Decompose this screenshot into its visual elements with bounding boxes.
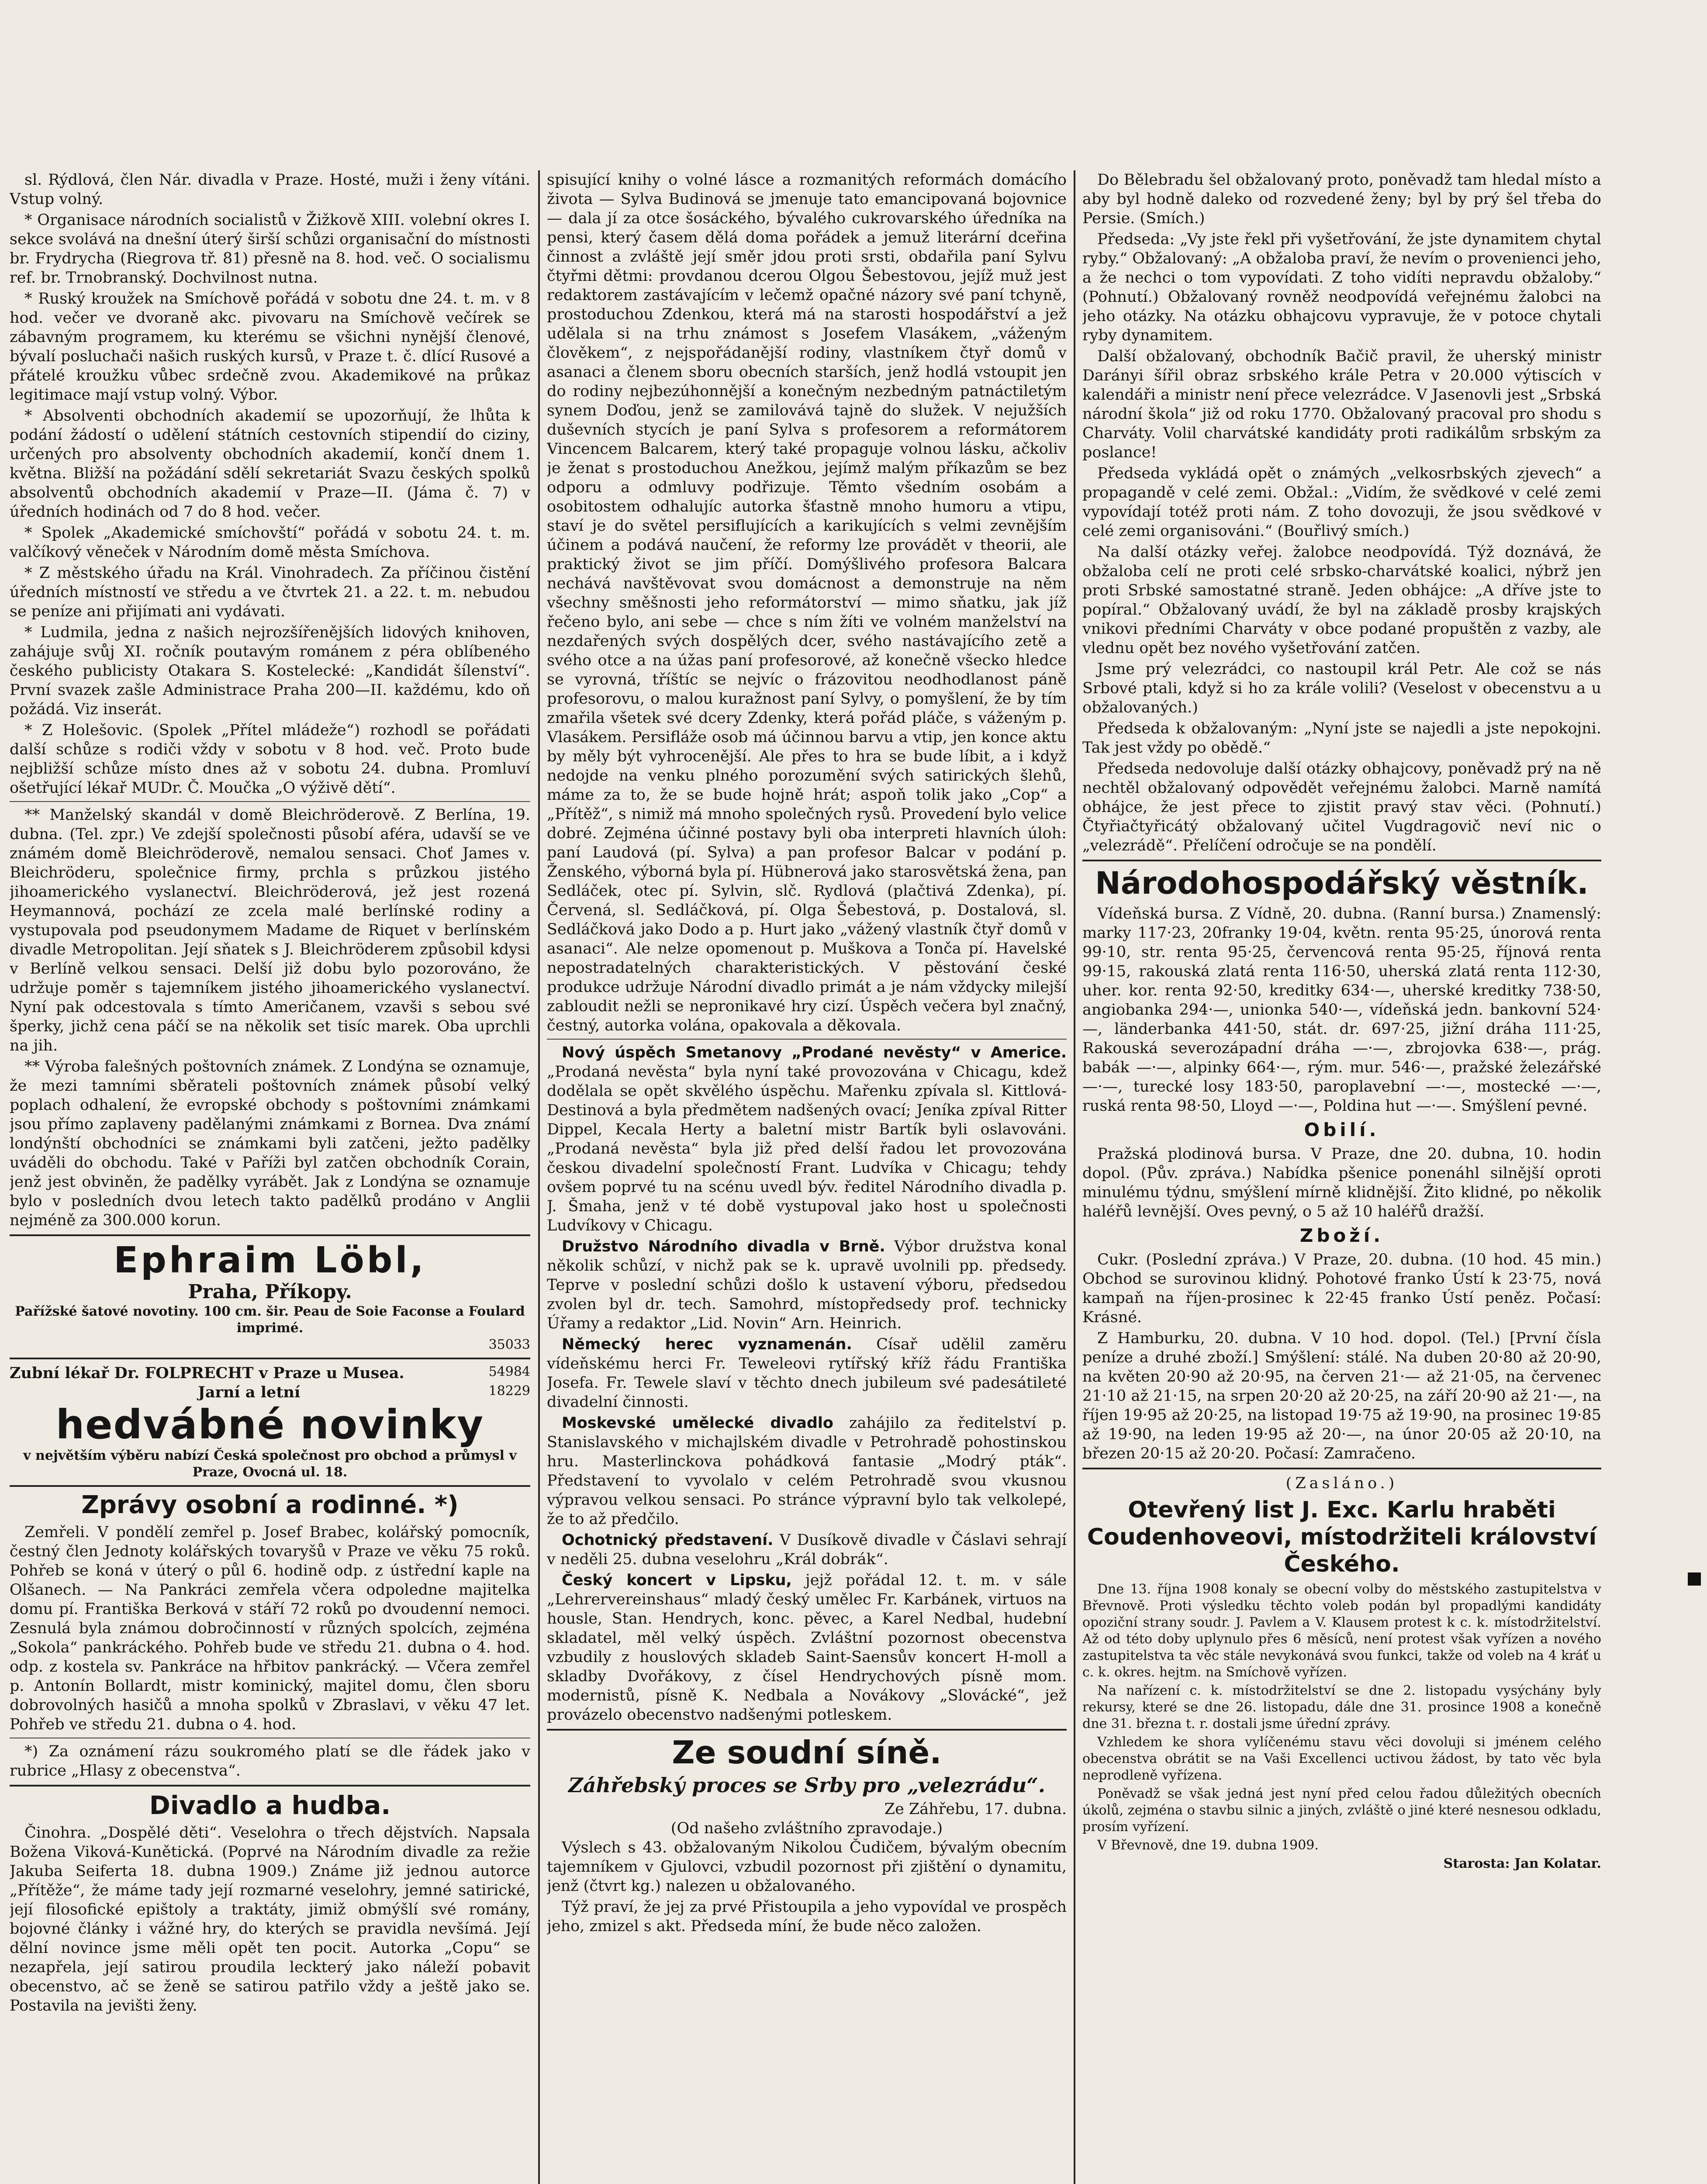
open-letter-signature: Starosta: Jan Kolatar. <box>1443 1856 1601 1871</box>
column-divider <box>538 170 540 2184</box>
divider <box>1082 1468 1601 1469</box>
court-paragraph: Týž praví, že jej za prvé Přistoupila a jeho vypovídal ve prospěch jeho, zmizel s akt. Předseda míní, že bude něco založen. <box>547 1898 1067 1935</box>
culture-news-text: zahájilo za ředitelství p. Stanislavského v michajlském divadle v Petrohradě pohostinskou hru. Masterlinckova pohádková fantasie „Modrý pták“. Představení to vyvolalo v celém Petrohradě svou vkusnou výpravou velkou sensaci. Po stránce výpravní bylo tak velkolepé, že to až předčilo. <box>547 1414 1067 1528</box>
culture-news-item <box>547 1531 1067 1569</box>
divider <box>10 801 530 802</box>
notice-paragraph: * Spolek „Akademické smíchovští“ pořádá v sobotu 24. t. m. valčíkový věneček v Národním domě města Smíchova. <box>10 524 530 561</box>
economy-vienna: Vídeňská bursa. Z Vídně, 20. dubna. (Ranní bursa.) Znamenslý: marky 117·23, 20franky 19·04, květn. renta 95·25, únorová renta 99·10, str. renta 95·25, červencová renta 95·25, říjnová renta 99·15, rakouská zlatá renta 116·50, uherská zlatá renta 112·30, uher. kor. renta 92·50, kreditky 634·—, uherské kreditky 738·50, angiobanka 294·—, unionka 540·—, vídeňská jedn. bankovní 524·—, länderbanka 441·50, stát. dr. 697·25, jižní dráha 111·25, Rakouská severozápadní dráha —·—, zbrojovka 638·—, prág. babák —·—, alpinky 664·—, rým. mur. 546·—, pražské železářské —·—, turecké losy 183·50, paroplavební —·—, mostecké —·—, ruská renta 98·50, Lloyd —·—, Poldina hut —·—. Smýšlení pevné. <box>1082 905 1601 1115</box>
economy-grain: Pražská plodinová bursa. V Praze, dne 20. dubna, 10. hodin dopol. (Pův. zpráva.) Nabídka pšenice ponenáhl silnější oproti minulému týdnu, smýšlení mírně klidnější. Žito klidné, po několik haléřů levnější. Oves pevný, o 5 až 10 haléřů dražší. <box>1082 1145 1601 1220</box>
open-letter-paragraph: Poněvadž se však jedná jest nyní před celou řadou důležitých obecních úkolů, zejména o stavbu silnic a jiných, zvláště o jiné které nesnesou odkladu, prosím vyřízení. <box>1082 1786 1601 1835</box>
trial-paragraph: Na další otázky veřej. žalobce neodpovídá. Týž doznává, že obžaloba celí ne proti celé srbsko-charvátské koalici, nýbrž jen proti Srbské samostatné straně. Jeden obhájce: „A dříve jste to popíral.“ Obžalovaný uvádí, že byl na základě prosby krajských vnikovi předními Charváty v obce podané propuštěn z vazby, ale vlednu opět bez nového vyšetřování zatčen. <box>1082 543 1601 657</box>
notice-paragraph: * Organisace národních socialistů v Žižkově XIII. volební okres I. sekce svolává na dnešní úterý širší schůzi organisační do místnosti br. Frydrycha (Riegrova tř. 81) přesně na 8. hod. več. O socialismu ref. br. Trnobranský. Dochvilnost nutna. <box>10 211 530 287</box>
ad-lobl <box>10 1241 530 1353</box>
theatre-section <box>10 1791 530 2015</box>
economy-hamburg: Z Hamburku, 20. dubna. V 10 hod. dopol. (Tel.) [První čísla peníze a druhé zboží.] Smýšlení: stálé. Na duben 20·80 až 20·90, na květen 20·90 až 20·95, na červen 21·— až 21·05, na červenec 21·10 až 21·15, na srpen 20·20 až 20·25, na září 20·90 až 21·—, na říjen 19·95 až 20·25, na listopad 19·75 až 19·90, na prosinec 19·85 až 19·90, na leden 19·95 až 20·—, na únor 20·05 až 20·10, na březen 20·15 až 20·20. Počasí: Zamračeno. <box>1082 1330 1601 1462</box>
ad-lobl-text: Pařížské šatové novotiny. 100 cm. šir. Peau de Soie Faconse a Foulard imprimé. <box>15 1304 525 1336</box>
open-letter-paragraph: Vzhledem ke shora vylíčenému stavu věci dovoluji si jménem celého obecenstva obrátit se na Vaši Excellenci uctivou žádost, by tato věc byla neprodleně vyřízena. <box>1082 1735 1601 1783</box>
ad-lobl-title: Ephraim Löbl, <box>114 1240 426 1281</box>
culture-news-text: „Prodaná nevěsta“ byla nyní také provozována v Chicagu, kdež dodělala se opět skvělého úspěchu. Mařenku zpívala sl. Kittlová-Destinová a byla předmětem nadšených ovací; Jeníka zpíval Ritter Dippel, Kecala Herty a baletní mistr Bartík byli oslavováni. „Prodaná nevěsta“ byla již před delší řadou let provozována českou divadelní společností Frant. Ludvíka v Chicagu; tehdy ovšem poprvé tu na scénu uvedl býv. ředitel Národního divadla p. J. Šmaha, jenž v té době vystupoval jako host u společnosti Ludvíkovy v Chicagu. <box>547 1063 1067 1234</box>
column-2 <box>547 170 1067 2184</box>
trial-paragraph: Do Bělebradu šel obžalovaný proto, poněvadž tam hledal místo a aby byl hodně daleko od rozvedené ženy; byl by prý šel třeba do Persie. (Smích.) <box>1082 171 1601 227</box>
open-letter-section <box>1082 1474 1601 1872</box>
court-title: Ze soudní síně. <box>672 1734 942 1771</box>
ad-lobl-subtitle: Praha, Příkopy. <box>188 1281 352 1303</box>
trial-paragraph: Jsme prý velezrádci, co nastoupil král Petr. Ale což se nás Srbové ptali, když si ho za krále volili? (Veselost v obecenstvu a u obžalovaných.) <box>1082 660 1601 716</box>
court-note: (Od našeho zvláštního zpravodaje.) <box>670 1820 943 1837</box>
notice-paragraph: * Z městského úřadu na Král. Vinohradech. Za příčinou čistění úředních místností ve středu a ve čtvrtek 21. a 22. t. m. nebudou se peníze ani přijímati ani vydávati. <box>10 564 530 620</box>
divider <box>1082 860 1601 861</box>
culture-news-text: V Dusíkově divadle v Čáslavi sehrají v neděli 25. dubna veselohru „Král dobrák“. <box>547 1531 1067 1568</box>
trial-paragraph: Další obžalovaný, obchodník Bačič pravil, že uherský ministr Darányi šířil obraz srbského krále Petra v 20.000 výtiscích v kalendáři a ministr není přece velezrádce. V Jasenovli jest „Srbská národní škola“ již od roku 1770. Obžalovaný pracoval pro shodu s Charváty. Volil charvátské kandidáty proti radikálům srbským za poslance! <box>1082 348 1601 461</box>
obituary-paragraph: Zemřeli. V pondělí zemřel p. Josef Brabec, kolářský pomocník, čestný člen Jednoty kolářských tovaryšů v Praze ve věku 75 roků. Pohřeb se koná v úterý o půl 6. hodině odp. z ústřední kaple na Olšanech. — Na Pankráci zemřela včera odpoledne majitelka domu pí. Františka Berková v stáří 72 roků po dvoudenní nemoci. Zesnulá byla známou dobročinností v různých spolcích, zejména „Sokola“ pankráckého. Pohřeb bude ve středu 21. dubna o 4. hod. odp. z kostela sv. Pankráce na hřbitov pankrácký. — Včera zemřel p. Antonín Bollardt, mistr kominický, majitel domu, člen sboru dobrovolných hasičů a mnoha spolků v Zbraslavi, v věku 47 let. Pohřeb ve středu 21. dubna o 4. hod. <box>10 1524 530 1733</box>
economy-section <box>1082 866 1601 1463</box>
column-1 <box>10 170 530 2184</box>
edge-mark <box>1688 1572 1701 1586</box>
notice-paragraph: * Absolventi obchodních akademií se upozorňují, že lhůta k podání žádostí o udělení státních cestovních stipendií do ciziny, určených pro absolventy obchodních akademií, končí dnem 1. května. Bližší na požádání sdělí sekretariát Svazu českých spolků absolventů obchodních akademií v Praze—II. (Jáma č. 7) v úředních hodinách od 7 do 8 hod. večer. <box>10 407 530 521</box>
trial-paragraph: Předseda: „Vy jste řekl při vyšetřování, že jste dynamitem chytal ryby.“ Obžalovaný: „A obžaloba praví, že nevím o provenienci jeho, a že nechci o tom vypovídati. Z toho vidíti nepravdu obžaloby.“ (Pohnutí.) Obžalovaný rovněž neodpovídá veřejnému žalobci na jeho otázky. Na otázku obhajcovu vypravuje, že v potoce chytali ryby dynamitem. <box>1082 231 1601 344</box>
ad-silk-title: hedvábné novinky <box>55 1401 484 1448</box>
ad-folprecht-code: 54984 <box>488 1364 530 1379</box>
review-paragraph: spisující knihy o volné lásce a rozmanitých reformách domácího života — Sylva Budinová se jmenuje tato emancipovaná bojovnice — dala jí za otce šosáckého, bývalého cukrovarského úředníka na pensi, který časem dělá doma pořádek a jemuž literární dceřina činnost a zvláště její směr jdou proti srsti, obdařila paní Sylvu čtyřmi dětmi: provdanou dcerou Olgou Šebestovou, jejíž muž jest redaktorem zastávajícím v lečemž opačné názory své paní tchyně, prostoduchou Zdenkou, která má na starosti hospodářství a jež udělala si na trhu známost s Josefem Vlasákem, „váženým člověkem“, z nejspořádanější rodiny, vlastníkem čtyř domů v asanaci a členem sboru obecních starších, jenž hodlá vstoupit jen do rodiny nejbezúhonnější a konečným nezbedným patnáctiletým synem Doďou, jenž se zamilovává tajně do služek. V nejužších duševních stycích je paní Sylva s profesorem a reformátorem Vincencem Balcarem, který také propaguje volnou lásku, ačkoliv je ženat s prostoduchou Anežkou, jejímž malým příkazům se bez odporu a odmluvy podřizuje. Těmto všedním osobám a osobitostem odhalujíc autorka šťastně mnoho humoru a vtipu, staví je do světel persiflujících a karikujících s velmi zevnějším účinem a podává naučení, že reformy lze provádět v theorii, ale praktický život se jim příčí. Domýšlivého profesora Balcara nechává navštěvovat svou domácnost a demonstruje na něm všechny směšnosti jeho reformátorství — mimo sňatku, jak jíž řečeno bylo, ani sebe — chce s ním žíti ve volném manželství na nezdařených svých dospělých dcer, svého nastávajícího zetě a svého otce a na úžas paní profesorové, až konečně všecko hledce se vyrovná, tříštíc se nejvíc o frázovitou neodhodlanost páně profesorovu, o malou kuražnost paní Sylvy, o pomyšlení, že by tím zmařila všetek své dcery Zdenky, která pořád pláče, s váženým p. Vlasákem. Persifláže osob má účinnou barvu a vtip, jen konce aktu by měly být vyhrocenější. Ale přes to hra se bude líbit, a i když nedojde na venku plného porozumění svých satirických šlehů, máme za to, že se bude hojně hrát; aspoň tolik jako „Cop“ a „Přítěž“, s nimiž má mnoho společných rysů. Provedení bylo velice dobré. Zejména účinné postavy byli oba interpreti hlavních úloh: paní Laudová (pí. Sylva) a pan profesor Balcar v podání p. Ženského, výborná byla pí. Hübnerová jako starosvětská žena, pan Sedláček, otec pí. Sylvin, slč. Rydlová (plačtivá Zdenka), pí. Červená, sl. Sedláčková, pí. Olga Šebestová, p. Dostalová, sl. Sedláčková jako Dodo a p. Hurt jako „vážený vlastník čtyř domů v asanaci“. Ale nelze opomenout p. Muškova a Tonča pí. Havelské nepostradatelných charakteristických. V pěstování české produkce udržuje Národní divadlo primát a je nám vždycky milejší zabloudit nežli se nepronikavé hry cizí. Úspěch večera byl značný, čestný, autorka volána, opakovala a děkovala. <box>547 171 1067 1034</box>
open-letter-paragraph: Na nařízení c. k. místodržitelství se dne 2. listopadu vysýchány byly rekursy, které se dne 26. listopadu, dále dne 31. prosince 1908 a konečně dne 31. března t. r. dostali jsme úřední zprávy. <box>1082 1683 1601 1731</box>
divider <box>10 1485 530 1487</box>
divider <box>547 1729 1067 1731</box>
culture-news-item <box>547 1335 1067 1412</box>
culture-news-head: Moskevské umělecké divadlo <box>562 1414 833 1432</box>
open-letter-paragraph: Dne 13. října 1908 konaly se obecní volby do městského zastupitelstva v Břevnově. Proti výsledku těchto voleb podán byl propadlými kandidáty opoziční strany soudr. J. Pavlem a V. Klausem protest k c. k. místodržitelství. Až od této doby uplynulo přes 6 měsíců, není protest však vyřízen a nového zastupitelstva ta věc stále nevykonává svou funkci, takže od voleb na 4 kráť u c. k. okres. hejtm. na Smíchově vyřízen. <box>1082 1582 1601 1680</box>
open-letter-kicker: (Zasláno.) <box>1285 1475 1398 1492</box>
divider <box>10 1785 530 1787</box>
court-subtitle: Záhřebský proces se Srby pro „velezrádu“. <box>568 1773 1045 1797</box>
culture-news-text: Císař udělil zaměru vídeňskému herci Fr. Teweleovi rytířský kříž řádu Františka Josefa. Fr. Tewele slaví v těchto dnech jubileum své padesátileté divadelní činnosti. <box>547 1336 1067 1411</box>
ad-silk <box>10 1383 530 1481</box>
column-divider <box>1074 170 1075 2184</box>
notice-paragraph: * Ludmila, jedna z našich nejrozšířenějších lidových knihoven, zahájuje svůj XI. ročník poutavým románem z péra oblíbeného českého publicisty Otakara S. Kostelecké: „Kandidát šílenství“. První svazek zašle Administrace Praha 200—II. každému, kdo oň požádá. Viz inserát. <box>10 624 530 718</box>
ad-folprecht-text: Zubní lékař Dr. FOLPRECHT v Praze u Musea. <box>10 1364 404 1382</box>
column-3 <box>1082 170 1601 2184</box>
open-letter-place-date: V Břevnově, dne 19. dubna 1909. <box>1097 1838 1319 1853</box>
court-dateline: Ze Záhřebu, 17. dubna. <box>884 1800 1067 1818</box>
news-paragraph: ** Výroba falešných poštovních známek. Z Londýna se oznamuje, že mezi tamními sběrateli poštovních známek působí velký poplach odhalení, že evropské obchody s poštovními známkami jsou přímo zaplaveny padělanými známkami z Bornea. Dva známí londýnští obchodníci se známkami byli zatčeni, ježto padělky uváděli do obchodu. Také v Paříži byl zatčen obchodník Corain, jenž jest obviněn, že padělky vyrábět. Jak z Londýna se oznamuje bylo v posledních dvou letech takto padělků prodáno v Anglii nejméně za 300.000 korun. <box>10 1058 530 1229</box>
divider <box>10 1234 530 1236</box>
economy-grain-title: Obilí. <box>1304 1119 1380 1140</box>
culture-news-item <box>547 1571 1067 1724</box>
trial-paragraph: Předseda vykládá opět o známých „velkosrbských zjevech“ a propagandě v celé zemi. Obžal.: „Vidím, že svědkové v celé zemi vypovídají totéž proti nám. Z toho dovozuji, že jsou svědkové v celé zemi organisováni.“ (Bouřlivý smích.) <box>1082 465 1601 540</box>
trial-paragraph: Předseda nedovoluje další otázky obhajcovy, poněvadž prý na ně nechtěl obžalovaný odpovědět veřejnému žalobci. Marně namítá obhájce, že jest přece to zjistit pravý stav věci. (Pohnutí.) Čtyřiačtyřicátý obžalovaný učitel Vugdragovič neví nic o „velezrádě“. Přelíčení odročuje se na pondělí. <box>1082 760 1601 854</box>
court-section <box>547 1735 1067 1936</box>
culture-news-head: Ochotnický představení. <box>562 1531 774 1549</box>
obituary-title: Zprávy osobní a rodinné. *) <box>81 1491 459 1519</box>
ad-folprecht <box>10 1364 530 1383</box>
culture-news-head: Nový úspěch Smetanovy „Prodané nevěsty“ v Americe. <box>562 1044 1067 1061</box>
ad-silk-code: 18229 <box>488 1383 530 1399</box>
culture-news-text: Výbor družstva konal několik schůzí, v nichž pak se k. upravě uvolnili pp. předsedy. Teprve v poslední schůzi došlo k ustavení výboru, předsedou zvolen byl dr. tech. Samohrd, místopředsedy prof. technicky Úřamy a redaktor „Lid. Novin“ Arn. Heinrich. <box>547 1238 1067 1332</box>
notice-paragraph: * Z Holešovic. (Spolek „Přítel mládeže“) rozhodl se pořádati další schůze s rodiči vždy v sobotu v 8 hod. več. Proto bude nejbližší schůze místo dnes až v sobotu 24. dubna. Promluví ošetřující lékař MUDr. Č. Moučka „O výživě dětí“. <box>10 722 530 797</box>
economy-title: Národohospodářský věstník. <box>1095 865 1589 901</box>
notices-list <box>10 170 530 798</box>
culture-news-head: Družstvo Národního divadla v Brně. <box>562 1238 885 1255</box>
ad-lobl-code: 35033 <box>488 1337 530 1352</box>
culture-news-item <box>547 1237 1067 1333</box>
open-letter-title: Otevřený list J. Exc. Karlu hraběti Coudenhoveovi, místodržiteli království Českého. <box>1087 1497 1597 1577</box>
trial-paragraph: Předseda k obžalovaným: „Nyní jste se najedli a jste nepokojni. Tak jest vždy po obědě.“ <box>1082 720 1601 757</box>
ad-silk-kicker: Jarní a letní <box>198 1383 301 1401</box>
culture-news-item <box>547 1043 1067 1235</box>
culture-news-list <box>547 1043 1067 1724</box>
ad-silk-text: v největším výběru nabízí Česká společnost pro obchod a průmysl v Praze, Ovocná ul. 18. <box>23 1448 517 1480</box>
divider <box>10 1358 530 1359</box>
news-paragraph: ** Manželský skandál v domě Bleichröderově. Z Berlína, 19. dubna. (Tel. zpr.) Ve zdejší společnosti působí aféra, udavší se ve známém domě Bleichröderově, nemalou sensaci. Choť James v. Bleichröderu, společnice firmy, prchla s průzkou jistého jihoamerického vyslanectví. Bleichröderová, jež jest rozená Heymannová, pochází ze zcela malé berlínské rodiny a vystupovala pod pseudonymem Madame de Riquet v berlínském divadle Metropolitan. Její sňatek s J. Bleichröderem způsobil kdysi v Berlíně velkou sensaci. Delší již dobu bylo pozorováno, že udržuje poměr s tajemníkem jistého jihoamerického vyslanectví. Nyní pak odcestovala s tímto Američanem, vzavši s sebou své šperky, jichž cena páčí se na několik set tisíc marek. Oba uprchli na jih. <box>10 806 530 1054</box>
economy-sugar: Cukr. (Poslední zpráva.) V Praze, 20. dubna. (10 hod. 45 min.) Obchod se surovinou klidný. Pohotové franko Ústí k 23·75, nová kampaň na říjen-prosinec k 22·45 franko Ústí peněz. Počasí: Krásné. <box>1082 1251 1601 1326</box>
obituary-section <box>10 1491 530 1780</box>
obituary-footnote: *) Za oznámení rázu soukromého platí se dle řádek jako v rubrice „Hlasy z obecenstva“. <box>10 1743 530 1780</box>
theatre-paragraph: Činohra. „Dospělé děti“. Veselohra o třech dějstvích. Napsala Božena Viková-Kunětická. (Poprvé na Národním divadle za režie Jakuba Seiferta 18. dubna 1909.) Známe již jednou autorce „Přítěže“, že máme tady její rozmarné veselohry, jemné satirické, její filosofické epištoly a traktáty, jimiž obmýšlí své romány, bojovné články i vážné hry, do kterých se pravidla nevšímá. Její dělní novince jsme měli opět ten pocit. Autorka „Copu“ se nezapřela, její satirou proudila leckterý jako náleží pobavit obecenstvo, ač se ženě se satirou patřilo vždy a ještě jako se. Postavila na jevišti ženy. <box>10 1824 530 2015</box>
notice-paragraph: * Ruský kroužek na Smíchově pořádá v sobotu dne 24. t. m. v 8 hod. večer ve dvoraně akc. pivovaru na Smíchově večírek se zábavným programem, ku kterému se všichni nynější členové, bývalí posluchači našich ruských kursů, v Praze t. č. dlící Rusové a přátelé kroužku vůbec srdečně zvou. Akademikové na průkaz legitimace mají vstup volný. Výbor. <box>10 290 530 404</box>
court-paragraph: Výslech s 43. obžalovaným Nikolou Čudičem, bývalým obecním tajemníkem v Gjulovci, vzbudil pozornost při zjištění o dynamitu, jenž (čtvrt kg.) nalezen u obžalovaného. <box>547 1839 1067 1895</box>
culture-news-head: Český koncert v Lipsku, <box>562 1572 792 1589</box>
culture-news-text: jejž pořádal 12. t. m. v sále „Lehrervereinshaus“ mladý český umělec Fr. Karbánek, virtuos na housle, Stan. Hendrych, konc. pěvec, a Karel Nedbal, hudební skladatel, měl velký úspěch. Zvláštní pozornost obecenstva vzbudily z houslových skladeb Saint-Saensův koncert H-moll a skladby Dvořákovy, z čísel Hendrychových písně mom. modernistů, písně K. Nedbala a Novákovy „Slovácké“, jež provázelo obecenstvo nadšenými potleskem. <box>547 1572 1067 1724</box>
theatre-title: Divadlo a hudba. <box>149 1790 391 1820</box>
economy-goods-title: Zboží. <box>1299 1225 1384 1246</box>
divider <box>547 1039 1067 1040</box>
culture-news-item <box>547 1413 1067 1529</box>
notice-paragraph: sl. Rýdlová, člen Nár. divadla v Praze. Hosté, muži i ženy vítáni. Vstup volný. <box>10 171 530 208</box>
culture-news-head: Německý herec vyznamenán. <box>562 1336 852 1353</box>
